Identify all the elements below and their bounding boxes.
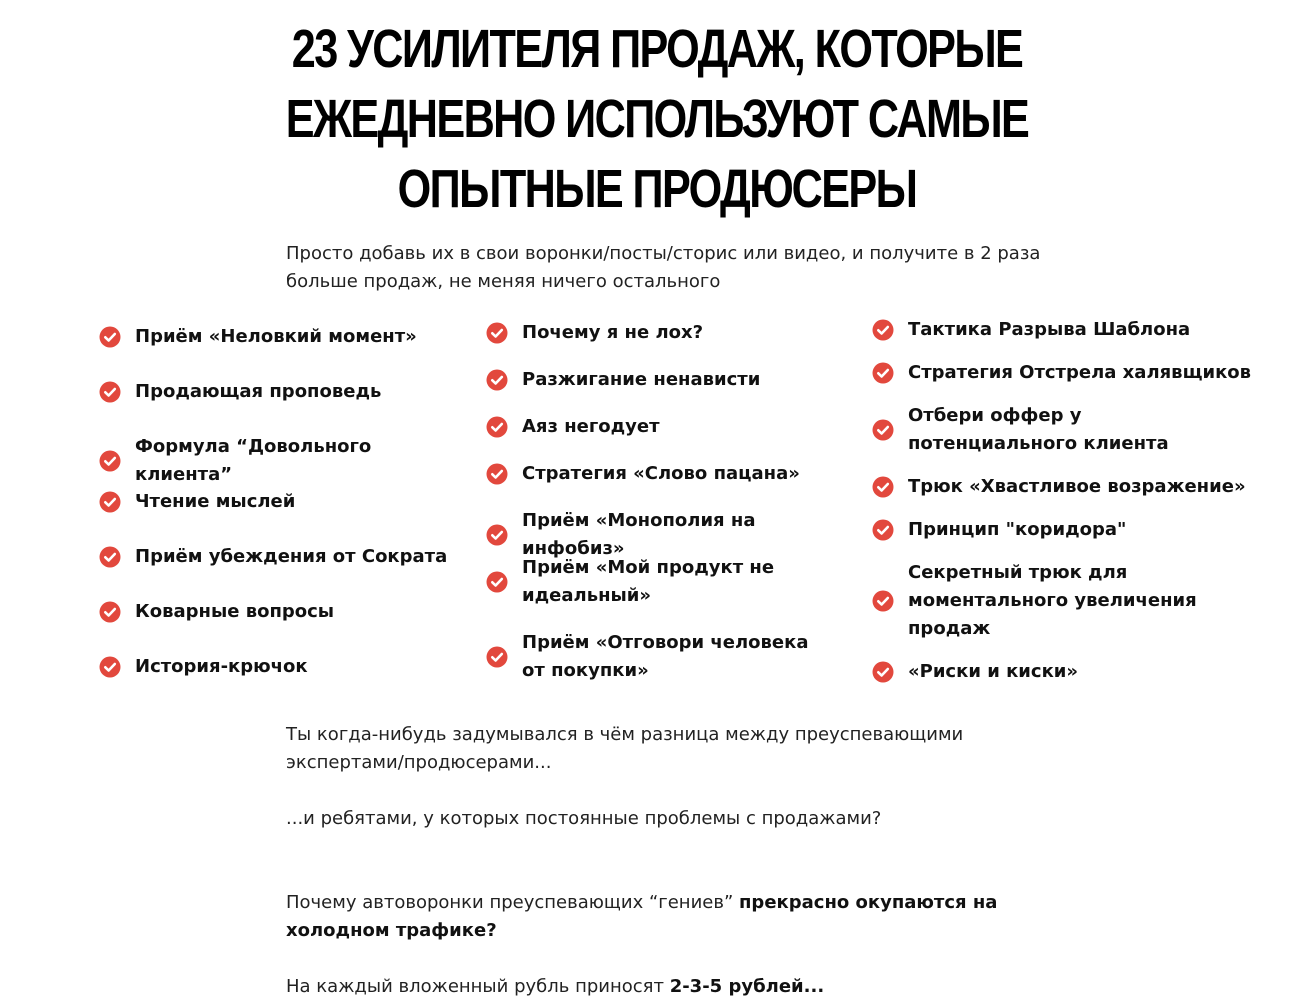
check-circle-icon bbox=[486, 416, 508, 438]
check-circle-icon bbox=[486, 571, 508, 593]
check-circle-icon bbox=[872, 661, 894, 683]
headline-line-2: ЕЖЕДНЕВНО ИСПОЛЬЗУЮТ САМЫЕ bbox=[285, 89, 1029, 149]
check-circle-icon bbox=[872, 519, 894, 541]
benefit-label: Приём «Мой продукт не идеальный» bbox=[522, 557, 775, 606]
benefit-item bbox=[872, 516, 1126, 544]
benefit-label: Приём убеждения от Сократа bbox=[135, 546, 448, 567]
benefit-label: Аяз негодует bbox=[522, 416, 660, 437]
check-circle-icon bbox=[872, 590, 894, 612]
benefit-label: Формула “Довольного клиента” bbox=[135, 436, 372, 485]
benefit-label: «Риски и киски» bbox=[908, 661, 1079, 682]
benefit-item bbox=[99, 323, 417, 351]
benefit-label: Принцип "коридора" bbox=[908, 519, 1127, 540]
benefit-item bbox=[486, 319, 703, 347]
body-paragraph-1: Ты когда-нибудь задумывался в чём разница между преуспевающими экспертами/продюсерами... bbox=[286, 724, 964, 773]
body-paragraph-3-text: Почему автоворонки преуспевающих “гениев” bbox=[286, 892, 739, 913]
benefit-label: Отбери оффер у потенциального клиента bbox=[908, 405, 1169, 454]
lead-paragraph: Просто добавь их в свои воронки/посты/сторис или видео, и получите в 2 раза больше продаж, не меняя ничего остального bbox=[286, 243, 1041, 292]
benefit-item bbox=[99, 598, 334, 626]
body-paragraph-4-text: На каждый вложенный рубль приносят bbox=[286, 976, 670, 997]
benefit-label: Приём «Монополия на инфобиз» bbox=[522, 510, 756, 559]
benefit-item bbox=[99, 488, 295, 516]
benefit-label: Секретный трюк для моментального увеличения продаж bbox=[908, 562, 1197, 639]
benefit-item bbox=[486, 460, 800, 488]
benefit-item bbox=[99, 433, 469, 489]
check-circle-icon bbox=[486, 524, 508, 546]
page-headline bbox=[0, 14, 1314, 224]
benefit-item bbox=[486, 366, 760, 394]
check-circle-icon bbox=[486, 369, 508, 391]
body-paragraph-2: ...и ребятами, у которых постоянные проблемы с продажами? bbox=[286, 808, 882, 829]
benefit-item bbox=[99, 543, 447, 571]
benefit-label: Приём «Отговори человека от покупки» bbox=[522, 632, 809, 681]
check-circle-icon bbox=[99, 546, 121, 568]
body-paragraph-3-emphasis: прекрасно окупаются на холодном трафике? bbox=[286, 892, 998, 941]
benefit-label: Продающая проповедь bbox=[135, 381, 382, 402]
check-circle-icon bbox=[99, 326, 121, 348]
headline-line-1: 23 УСИЛИТЕЛЯ ПРОДАЖ, КОТОРЫЕ bbox=[291, 19, 1023, 79]
benefit-label: Разжигание ненависти bbox=[522, 369, 761, 390]
benefit-item bbox=[486, 413, 660, 441]
benefit-item bbox=[872, 658, 1078, 686]
check-circle-icon bbox=[99, 381, 121, 403]
benefit-label: Приём «Неловкий момент» bbox=[135, 326, 417, 347]
benefit-item bbox=[872, 473, 1246, 501]
check-circle-icon bbox=[872, 362, 894, 384]
benefit-label: Чтение мыслей bbox=[135, 491, 296, 512]
check-circle-icon bbox=[99, 450, 121, 472]
check-circle-icon bbox=[99, 601, 121, 623]
benefit-item bbox=[872, 402, 1242, 458]
check-circle-icon bbox=[872, 319, 894, 341]
benefit-label: Стратегия «Слово пацана» bbox=[522, 463, 800, 484]
check-circle-icon bbox=[872, 419, 894, 441]
benefit-label: Почему я не лох? bbox=[522, 322, 704, 343]
benefit-item bbox=[486, 554, 816, 610]
benefit-label: Коварные вопросы bbox=[135, 601, 335, 622]
benefit-label: Тактика Разрыва Шаблона bbox=[908, 319, 1191, 340]
benefit-label: Стратегия Отстрела халявщиков bbox=[908, 362, 1252, 383]
check-circle-icon bbox=[486, 463, 508, 485]
body-paragraph-4-emphasis: 2-3-5 рублей... bbox=[669, 976, 825, 997]
body-paragraph-4 bbox=[286, 973, 1006, 1001]
benefit-item bbox=[872, 316, 1190, 344]
check-circle-icon bbox=[99, 656, 121, 678]
benefit-item bbox=[99, 653, 308, 681]
benefit-item bbox=[872, 559, 1212, 643]
check-circle-icon bbox=[486, 322, 508, 344]
body-paragraph-3 bbox=[286, 889, 1006, 945]
benefit-item bbox=[486, 629, 816, 685]
check-circle-icon bbox=[99, 491, 121, 513]
headline-line-3: ОПЫТНЫЕ ПРОДЮСЕРЫ bbox=[397, 159, 917, 219]
benefit-label: Трюк «Хвастливое возражение» bbox=[908, 476, 1246, 497]
check-circle-icon bbox=[872, 476, 894, 498]
check-circle-icon bbox=[486, 646, 508, 668]
benefit-item bbox=[99, 378, 381, 406]
benefit-label: История-крючок bbox=[135, 656, 308, 677]
benefit-item bbox=[872, 359, 1251, 387]
